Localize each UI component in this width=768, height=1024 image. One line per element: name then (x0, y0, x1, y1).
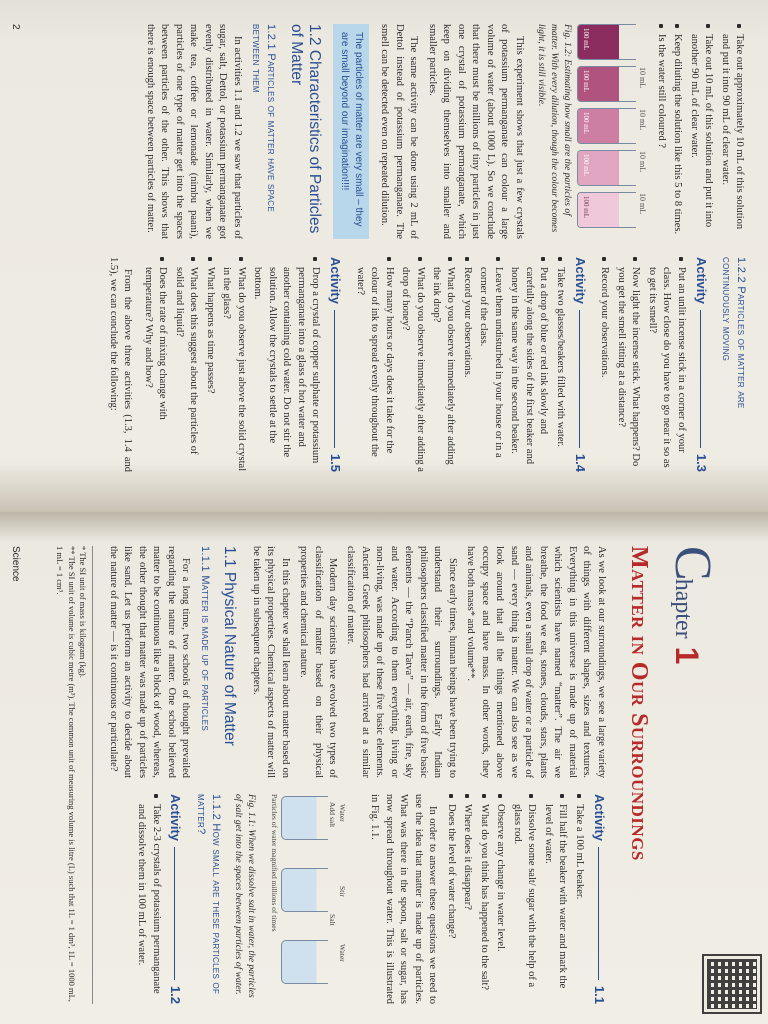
right-page-column-2 (101, 794, 607, 1004)
bullet-icon (239, 257, 243, 261)
page-number: 2 (9, 24, 21, 30)
paragraph: Modern day scientists have evolved two types of classification of matter based on their physical properties and chemical nature. (298, 546, 339, 779)
bullet-icon (577, 794, 581, 798)
activity-heading: Activity 1.4 (572, 257, 588, 472)
bullet-icon (191, 257, 195, 261)
list-item: Does the level of water change? (443, 794, 457, 1004)
list-item: Dissolve some salt/ sugar with the help of a glass rod. (509, 794, 538, 1004)
subsection-heading: 1.2.1 Particles of matter have space between them (249, 24, 278, 212)
subsection-heading: 1.1.1 Matter is made up of particles (198, 546, 211, 732)
list-item: Does the rate of mixing change with temperature? Why and how? (140, 257, 169, 472)
bullet-icon (208, 257, 212, 261)
paragraph: In activities 1.1 and 1.2 we saw that particles of sugar, salt, Dettol, or potassium permanganate got evenly distributed in water. Similarly, when we make tea, coffee or lemonade (nimbu paani), particles of one type of matter get into the spaces between particles of the other. This shows that there is enough space between particles of matter. (144, 24, 243, 239)
list-item: Drop a crystal of copper sulphate or potassium permanganate into a glass of hot water and another containing cold water. Do not stir the solution. Allow the crystals to settle at the bottom. (250, 257, 322, 472)
list-item: Observe any change in water level. (493, 794, 507, 1004)
list-item: What do you observe immediately after adding a drop of honey? (398, 257, 427, 472)
bullet-icon (154, 794, 158, 798)
list-item: Where does it disappear? (460, 794, 474, 1004)
list-item: Put an unlit incense stick in a corner of your class. How close do you have to go near it so as to get its smell? (644, 257, 687, 472)
page-footer: Science (9, 546, 21, 582)
salt-dissolving-figure: Water Add salt Stir Salt Water Particles of water magnified millions of times (269, 794, 361, 1004)
bullet-icon (675, 24, 679, 28)
list-item: Record your observations. (459, 257, 473, 472)
bullet-icon (659, 24, 663, 28)
activity-heading: Activity 1.1 (591, 794, 607, 1004)
beaker-illustration (281, 796, 328, 840)
list-item: How many hours or days does it take for the colour of ink to spread evenly throughout the water? (352, 257, 395, 472)
bullet-icon (160, 257, 164, 261)
bullet-icon (558, 257, 562, 261)
figure-caption: Fig. 1.1: When we dissolve salt in water, the particles of salt get into the spaces between particles of water. (232, 794, 257, 998)
section-heading: 1.2 Characteristics of Particles of Matter (287, 24, 324, 234)
bullet-icon (449, 794, 453, 798)
footnotes (53, 546, 93, 1004)
right-page (0, 512, 768, 1024)
highlight-callout: The particles of matter are very small – they are small beyond our imagination!!!! (333, 24, 369, 239)
beaker-illustration: 100 mL (577, 24, 636, 60)
chapter-title: Matter in Our Surroundings (625, 546, 652, 861)
paragraph: In this chapter we shall learn about matter based on its physical properties. Chemical aspects of matter will be taken up in subsequent chapters. (250, 546, 291, 779)
list-item: What do you observe just above the solid crystal in the glass? (219, 257, 248, 472)
list-item: Now light the incense stick. What happens? Do you get the smell sitting at a distance? (613, 257, 642, 472)
list-item: Take a 100 mL beaker. (571, 794, 585, 1004)
beaker-illustration (281, 868, 328, 912)
list-item: Put a drop of blue or red ink slowly and carefully along the sides of the first beaker and honey in the same way in the second beaker. (507, 257, 550, 472)
list-item: Take out 10 mL of this solution and put it into another 90 mL of clear water. (686, 24, 715, 239)
bullet-icon (633, 257, 637, 261)
right-page-column-1 (101, 546, 607, 778)
paragraph: As we look at our surroundings, we see a large variety of things with different shapes, sizes and textures. Everything in this universe is made up of material which scientists have named “matter”. The air we breathe, the food we eat, stones, clouds, stars, plants and animals, even a small drop of water or a particle of sand — every thing is matter. We can also see as we look around that all the things mentioned above occupy space and have mass. In other words, they have both mass* and volume**. (465, 546, 607, 779)
bullet-icon (706, 24, 710, 28)
paragraph: In order to answer these questions we need to use the idea that matter is made up of particles. What was there in the spoon, salt or sugar, has now spread throughout water. This is illustrated in Fig. 1.1. (369, 794, 439, 1004)
footnote: ** The SI unit of volume is cubic metre (m³). The common unit of measuring volume is litre (L) such that 1L = 1 dm³, 1L = 1000 mL, 1 mL = 1 cm³. (55, 546, 77, 1002)
paragraph: For a long time, two schools of thought prevailed regarding the nature of matter. One school believed matter to be continuous like a block of wood, whereas, the other thought that matter was made up of particles like sand. Let us perform an activity to decide about the nature of matter — is it continuous or particulate? (107, 546, 192, 779)
footnote: * The SI unit of mass is kilogram (kg). (78, 546, 89, 678)
list-item: What happens as time passes? (202, 257, 216, 472)
list-item: Take two glasses/beakers filled with water. (552, 257, 566, 472)
bullet-icon (602, 257, 606, 261)
beaker-illustration: 10 mL 100 mL (577, 66, 636, 102)
bullet-icon (679, 257, 683, 261)
bullet-icon (387, 257, 391, 261)
intro-bullet-list (653, 24, 746, 239)
paragraph: This experiment shows that just a few crystals of potassium permanganate can colour a large volume of water (about 1000 L). So we conclude that there must be millions of tiny particles in just one crystal of potassium permanganate, which keep on dividing themselves into smaller and smaller particles. (426, 24, 525, 239)
list-item: Record your observations. (597, 257, 611, 472)
beaker-illustration: 10 mL 100 mL (577, 108, 636, 144)
paragraph: The same activity can be done using 2 mL of Dettol instead of potassium permanganate. The smell can be detected even on repeated dilution. (379, 24, 420, 239)
list-item: Keep diluting the solution like this 5 to 8 times. (670, 24, 684, 239)
beaker-illustration (281, 940, 328, 984)
bullet-icon (482, 794, 486, 798)
list-item: What does this suggest about the particles of solid and liquid? (171, 257, 200, 472)
bullet-icon (496, 257, 500, 261)
bullet-icon (737, 24, 741, 28)
bullet-icon (498, 794, 502, 798)
activity-heading: Activity 1.5 (328, 257, 344, 472)
dilution-figure (577, 24, 649, 239)
bullet-icon (465, 794, 469, 798)
bullet-icon (560, 794, 564, 798)
paragraph: Since early times, human beings have been trying to understand their surroundings. Early Indian philosophers classified matter in the form of five basic elements — the “Panch Tatva” — air, earth, fire, sky and water. According to them everything, living or non-living, was made up of these five basic elements. Ancient Greek philosophers had arrived at a similar classification of matter. (345, 546, 458, 779)
beaker-illustration: 10 mL 100 mL (577, 150, 636, 186)
list-item: What do you observe immediately after adding the ink drop? (429, 257, 458, 472)
beaker-illustration: 10 mL 100 mL (577, 192, 636, 228)
bullet-icon (418, 257, 422, 261)
chapter-heading: C hapter 1 (664, 546, 721, 665)
left-page-column-2 (24, 257, 748, 472)
list-item: Is the water still coloured ? (653, 24, 667, 239)
list-item: Leave them undisturbed in your house or in a corner of the class. (476, 257, 505, 472)
list-item: Fill half the beaker with water and mark the level of water. (540, 794, 569, 1004)
activity-heading: Activity 1.3 (693, 257, 709, 472)
subsection-heading: 1.1.2 How small are these particles of matter? (194, 794, 222, 995)
activity-heading: Activity 1.2 (168, 794, 184, 1004)
bullet-icon (541, 257, 545, 261)
left-page-column-1 (9, 24, 748, 239)
right-page-columns (101, 546, 607, 1004)
qr-code-icon (704, 956, 760, 1012)
list-item: Take out approximately 10 mL of this solution and put it into 90 mL of clear water. (717, 24, 746, 239)
subsection-heading: 1.2.2 Particles of matter are continuously moving (719, 257, 747, 409)
list-item: Take 2-3 crystals of potassium permanganate and dissolve them in 100 mL of water. (134, 794, 163, 1004)
section-heading: 1.1 Physical Nature of Matter (221, 546, 239, 746)
paragraph: From the above three activities (1.3, 1.4 and 1.5), we can conclude the following: (107, 257, 134, 472)
figure-caption: Fig. 1.2: Estimating how small are the particles of matter. With every dilution, though the colour becomes light, it is still visible. (535, 24, 573, 233)
bullet-icon (448, 257, 452, 261)
bullet-icon (313, 257, 317, 261)
bullet-icon (465, 257, 469, 261)
bullet-icon (529, 794, 533, 798)
list-item: What do you think has happened to the salt? (476, 794, 490, 1004)
